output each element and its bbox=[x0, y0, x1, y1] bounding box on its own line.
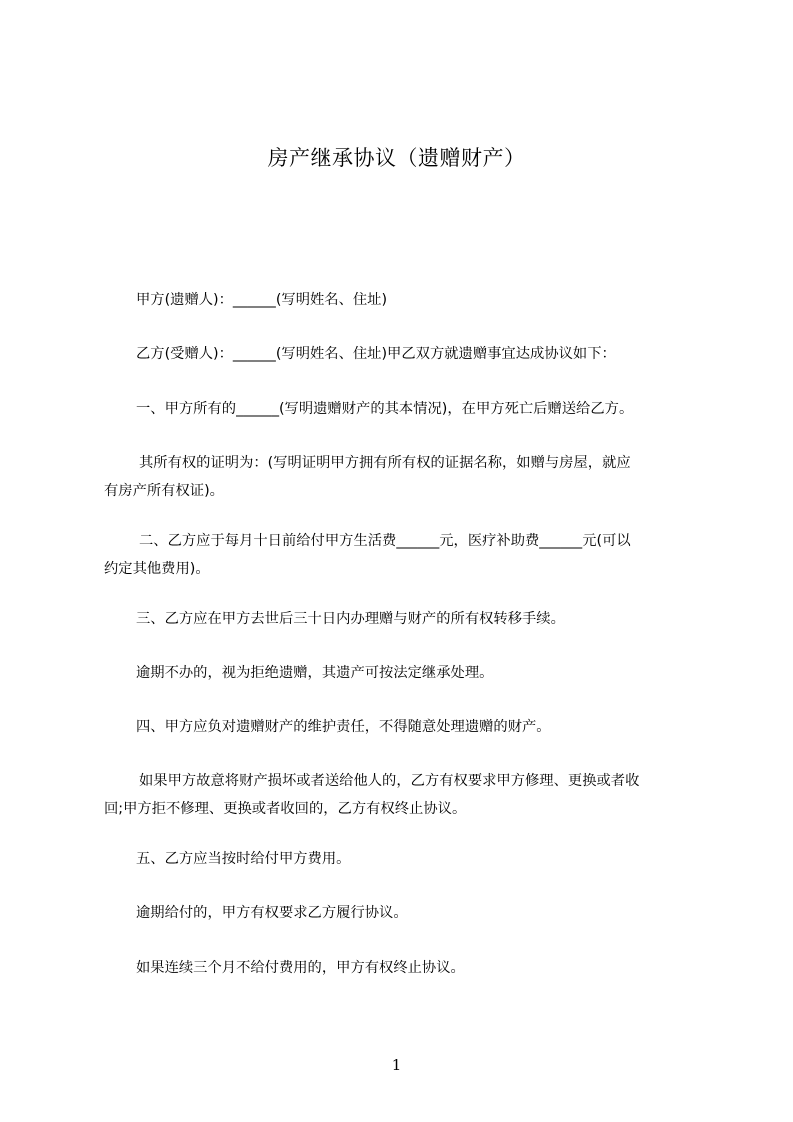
paragraph-line: 如果连续三个月不给付费用的，甲方有权终止协议。 bbox=[136, 960, 465, 976]
paragraph-party-a bbox=[104, 286, 694, 314]
paragraph-clause-1 bbox=[104, 395, 694, 423]
paragraph-line: 回;甲方拒不修理、更换或者收回的，乙方有权终止协议。 bbox=[104, 801, 467, 817]
paragraph-line: 有房产所有权证)。 bbox=[104, 483, 224, 499]
paragraph-line: 约定其他费用)。 bbox=[104, 561, 210, 577]
paragraph-line: 二、乙方应于每月十日前给付甲方生活费______元，医疗补助费______元(可以 bbox=[139, 533, 631, 549]
document-title: 房产继承协议（遗赠财产） bbox=[267, 146, 526, 170]
paragraph-termination bbox=[104, 954, 694, 982]
paragraph-clause-5 bbox=[104, 845, 694, 873]
paragraph-overdue-transfer bbox=[104, 659, 694, 687]
paragraph-clause-2 bbox=[104, 527, 694, 583]
paragraph-line: 三、乙方应在甲方去世后三十日内办理赠与财产的所有权转移手续。 bbox=[136, 611, 565, 627]
paragraph-line: 一、甲方所有的______(写明遗赠财产的其本情况)，在甲方死亡后赠送给乙方。 bbox=[136, 401, 634, 417]
paragraph-line: 五、乙方应当按时给付甲方费用。 bbox=[136, 851, 351, 867]
paragraph-line: 逾期不办的，视为拒绝遗赠，其遗产可按法定继承处理。 bbox=[136, 665, 494, 681]
paragraph-line: 乙方(受赠人)：______(写明姓名、住址)甲乙双方就遗赠事宜达成协议如下： bbox=[136, 346, 616, 362]
paragraph-overdue-payment bbox=[104, 899, 694, 927]
paragraph-line: 四、甲方应负对遗赠财产的维护责任，不得随意处理遗赠的财产。 bbox=[136, 719, 551, 735]
paragraph-clause-4 bbox=[104, 713, 694, 741]
paragraph-party-b bbox=[104, 340, 694, 368]
paragraph-line: 甲方(遗赠人)：______(写明姓名、住址) bbox=[136, 292, 388, 308]
paragraph-damage bbox=[104, 767, 694, 823]
paragraph-line: 如果甲方故意将财产损坏或者送给他人的，乙方有权要求甲方修理、更换或者收 bbox=[139, 773, 640, 789]
paragraph-line: 其所有权的证明为：(写明证明甲方拥有所有权的证据名称，如赠与房屋，就应 bbox=[139, 455, 631, 471]
paragraph-clause-3 bbox=[104, 605, 694, 633]
paragraph-ownership-proof bbox=[104, 449, 694, 505]
paragraph-line: 逾期给付的，甲方有权要求乙方履行协议。 bbox=[136, 905, 408, 921]
page-number: 1 bbox=[391, 1056, 402, 1074]
